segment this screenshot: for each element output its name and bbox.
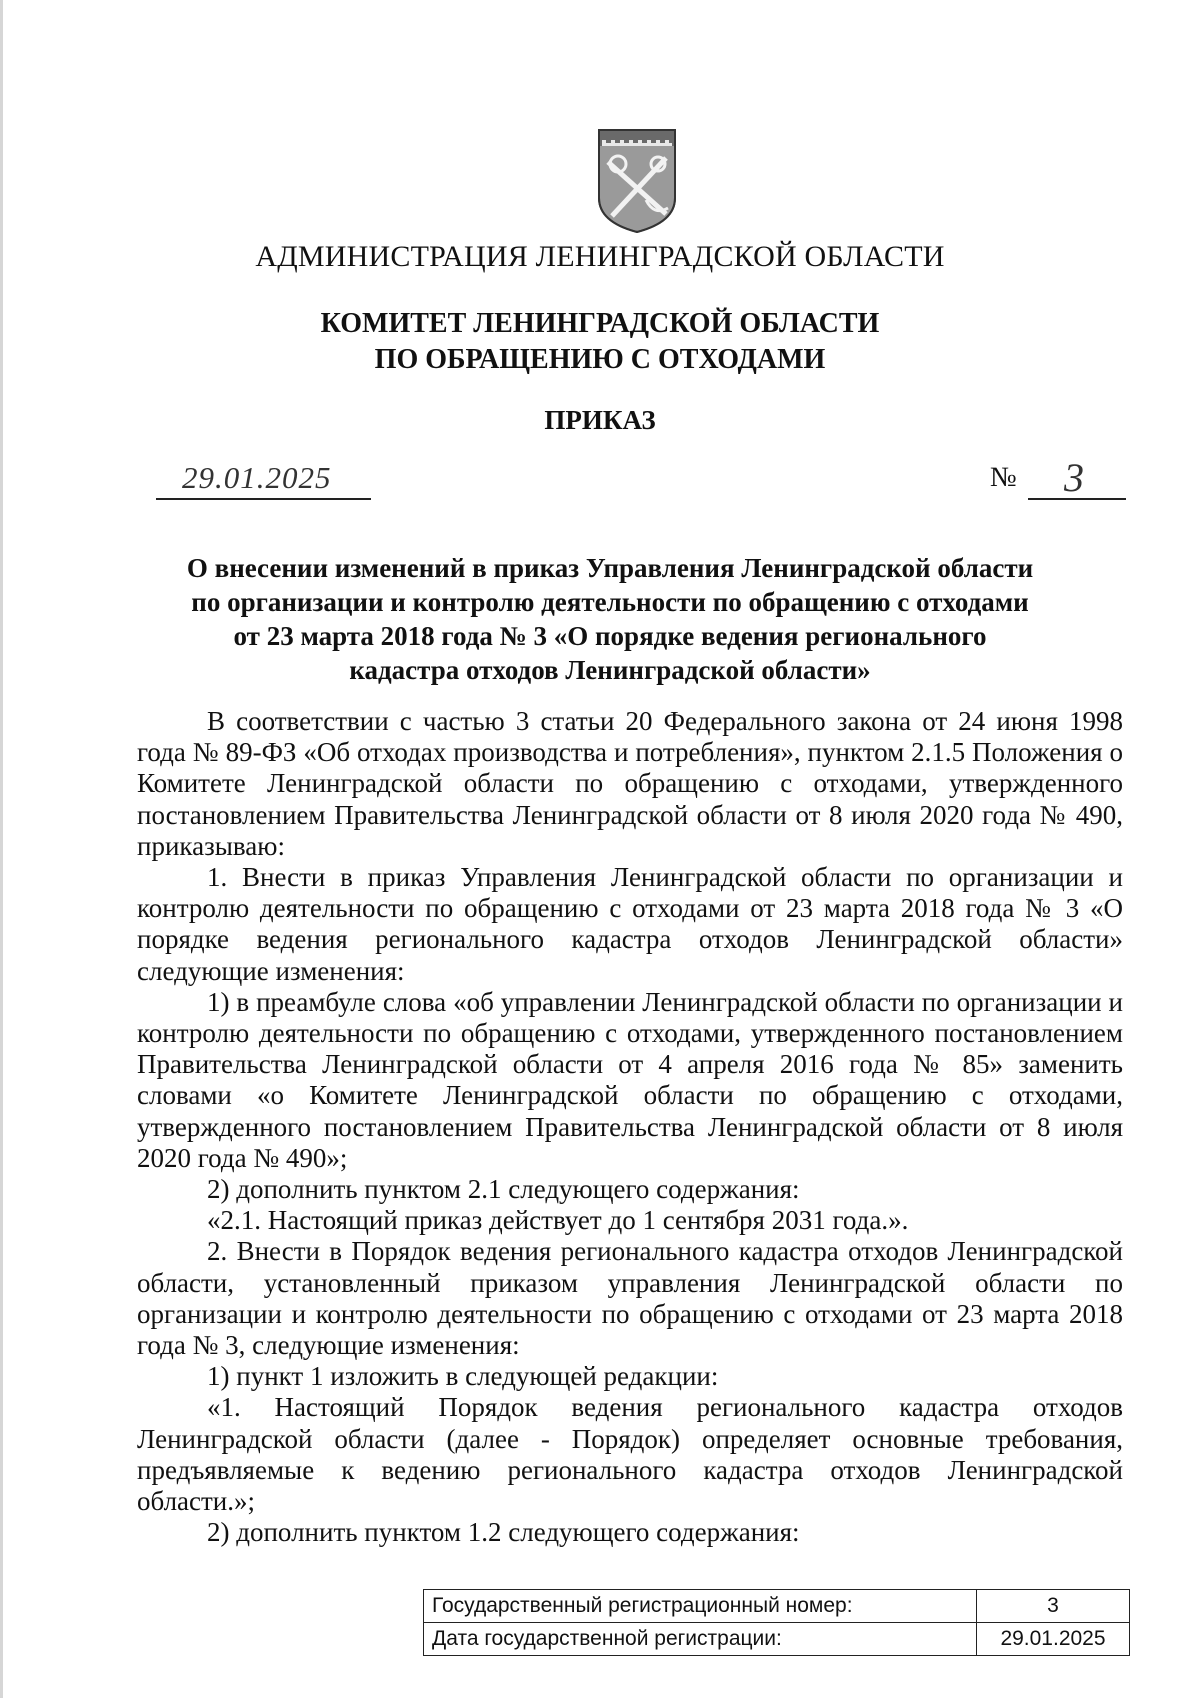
order-date-field [156,458,371,500]
order-subject [180,551,1040,687]
subject-line-3: от 23 марта 2018 года № 3 «О порядке ведения регионального [233,621,987,651]
leningrad-oblast-coat-of-arms-icon [596,128,678,234]
body-paragraph: 1) в преамбуле слова «об управлении Ленинградской области по организации и контролю деятельности по обращению с отходами, утвержденного постановлением Правительства Ленинградской области от 4 апреля 2016 года № 85» заменить словами «о Комитете Ленинградской области по обращению с отходами, утвержденного постановлением Правительства Ленинградской области от 8 июля 2020 года № 490»; [137,986,1123,1173]
administration-title: АДМИНИСТРАЦИЯ ЛЕНИНГРАДСКОЙ ОБЛАСТИ [255,240,945,273]
body-paragraph: «2.1. Настоящий приказ действует до 1 сентября 2031 года.». [207,1205,909,1236]
body-paragraph: 1) пункт 1 изложить в следующей редакции: [207,1361,719,1392]
subject-line-2: по организации и контролю деятельности по обращению с отходами [191,587,1029,617]
body-paragraph: 2) дополнить пунктом 2.1 следующего содержания: [207,1174,800,1205]
body-paragraph: В соответствии с частью 3 статьи 20 Федерального закона от 24 июня 1998 года № 89-ФЗ «Об отходах производства и потребления», пунктом 2.1.5 Положения о Комитете Ленинградской области по обращению с отходами, утвержденного постановлением Правительства Ленинградской области от 8 июля 2020 года № 490, приказываю: [137,706,1123,861]
order-body [137,706,1123,1548]
committee-title [0,306,1200,378]
body-paragraph: 2) дополнить пунктом 1.2 следующего содержания: [207,1517,800,1548]
document-type: ПРИКАЗ [544,405,656,435]
body-paragraph: 1. Внести в приказ Управления Ленинградской области по организации и контролю деятельности по обращению с отходами от 23 марта 2018 года № 3 «О порядке ведения регионального кадастра отходов Ленинградской области» следующие изменения: [137,862,1123,986]
subject-line-4: кадастра отходов Ленинградской области» [349,655,871,685]
committee-title-line-1: КОМИТЕТ ЛЕНИНГРАДСКОЙ ОБЛАСТИ [320,308,880,339]
registration-date-value: 29.01.2025 [977,1623,1130,1656]
body-paragraph: «1. Настоящий Порядок ведения регионального кадастра отходов Ленинградской области (далее - Порядок) определяет основные требования, предъявляемые к ведению регионального кадастра отходов Ленинградской области.»; [137,1392,1123,1517]
order-number-label: № [990,462,1017,493]
registration-table [423,1589,1130,1656]
order-number: 3 [1064,455,1084,500]
order-date: 29.01.2025 [182,460,332,495]
registration-number-label: Государственный регистрационный номер: [424,1590,977,1623]
registration-date-label: Дата государственной регистрации: [424,1623,977,1656]
table-row [424,1590,1130,1623]
subject-line-1: О внесении изменений в приказ Управления Ленинградской области [186,553,1034,583]
order-number-field [1028,455,1126,500]
committee-title-line-2: ПО ОБРАЩЕНИЮ С ОТХОДАМИ [374,344,826,375]
body-paragraph: 2. Внести в Порядок ведения регионального кадастра отходов Ленинградской области, установленный приказом управления Ленинградской области по организации и контролю деятельности по обращению с отходами от 23 марта 2018 года № 3, следующие изменения: [137,1236,1123,1361]
table-row [424,1623,1130,1656]
registration-number-value: 3 [977,1590,1130,1623]
